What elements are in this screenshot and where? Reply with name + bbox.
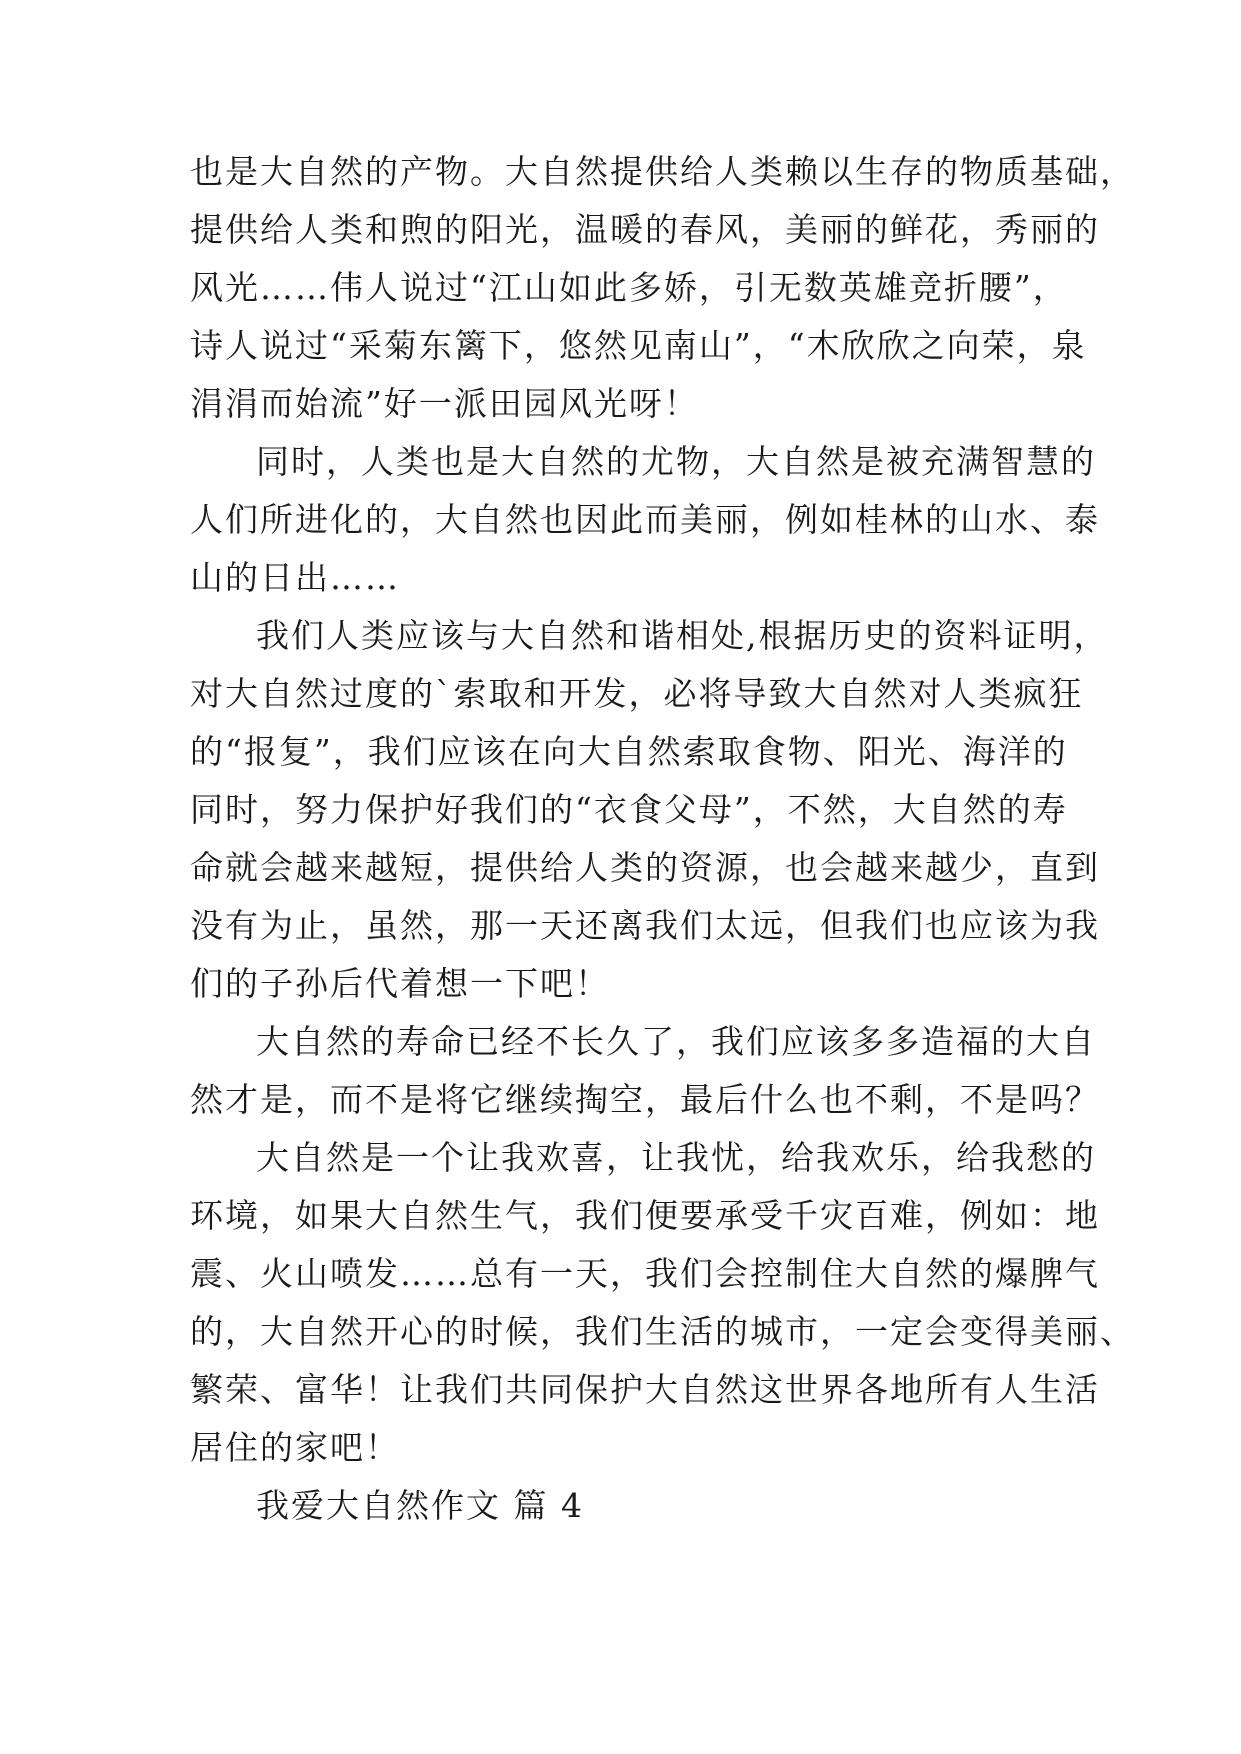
text-line: 命就会越来越短，提供给人类的资源，也会越来越少，直到 [190, 848, 1100, 887]
text-line: 山的日出…… [190, 558, 400, 597]
text-line: 对大自然过度的`索取和开发，必将导致大自然对人类疯狂 [190, 674, 1084, 713]
section-heading: 我爱大自然作文 篇 4 [256, 1486, 584, 1525]
text-line: 诗人说过“采菊东篱下，悠然见南山”，“木欣欣之向荣，泉 [190, 326, 1087, 365]
text-line: 也是大自然的产物。大自然提供给人类赖以生存的物质基础， [190, 152, 1135, 191]
paragraph-start-line: 大自然是一个让我欢喜，让我忧，给我欢乐，给我愁的 [256, 1138, 1096, 1177]
text-line: 提供给人类和煦的阳光，温暖的春风，美丽的鲜花，秀丽的 [190, 210, 1100, 249]
text-line: 们的子孙后代着想一下吧！ [190, 964, 610, 1003]
paragraph-start-line: 同时，人类也是大自然的尤物，大自然是被充满智慧的 [256, 442, 1096, 481]
text-line: 人们所进化的，大自然也因此而美丽，例如桂林的山水、泰 [190, 500, 1100, 539]
text-line: 风光……伟人说过“江山如此多娇，引无数英雄竞折腰”， [190, 268, 1068, 307]
text-line: 没有为止，虽然，那一天还离我们太远，但我们也应该为我 [190, 906, 1100, 945]
text-line: 的，大自然开心的时候，我们生活的城市，一定会变得美丽、 [190, 1312, 1135, 1351]
text-line: 涓涓而始流”好一派田园风光呀！ [190, 384, 699, 423]
paragraph-start-line: 我们人类应该与大自然和谐相处,根据历史的资料证明， [256, 616, 1109, 655]
text-line: 繁荣、富华！让我们共同保护大自然这世界各地所有人生活 [190, 1370, 1100, 1409]
text-line: 环境，如果大自然生气，我们便要承受千灾百难，例如：地 [190, 1196, 1100, 1235]
paragraph-start-line: 大自然的寿命已经不长久了，我们应该多多造福的大自 [256, 1022, 1096, 1061]
text-line: 震、火山喷发……总有一天，我们会控制住大自然的爆脾气 [190, 1254, 1100, 1293]
text-line: 居住的家吧！ [190, 1428, 400, 1467]
text-line: 同时，努力保护好我们的“衣食父母”，不然，大自然的寿 [190, 790, 1068, 829]
text-line: 的“报复”，我们应该在向大自然索取食物、阳光、海洋的 [190, 732, 1068, 771]
text-line: 然才是，而不是将它继续掏空，最后什么也不剩，不是吗？ [190, 1080, 1100, 1119]
